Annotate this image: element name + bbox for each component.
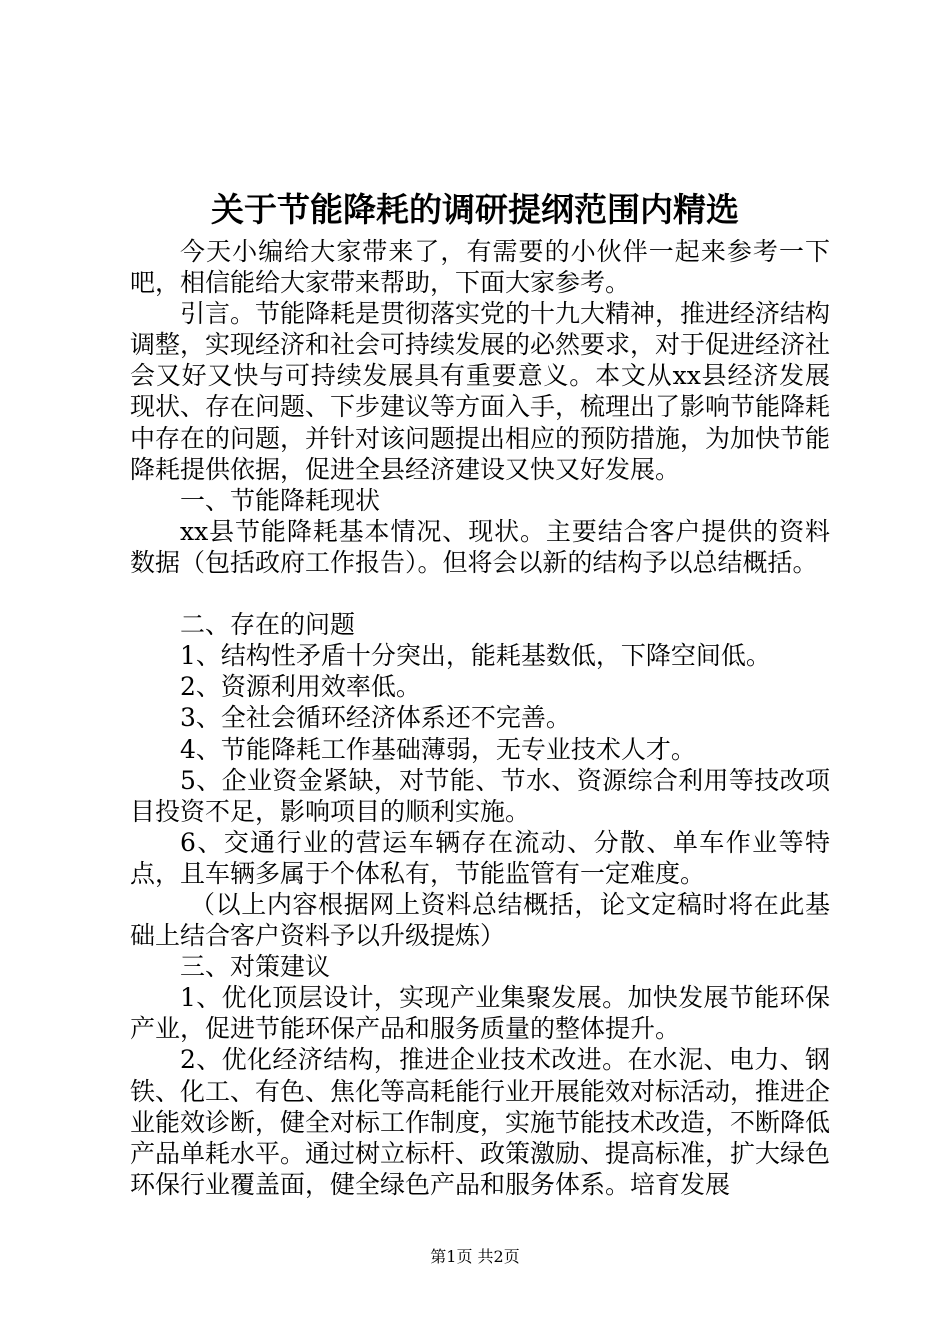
page-number: 第1页 共2页 <box>430 1247 520 1266</box>
issue-item: 4、节能降耗工作基础薄弱，无专业技术人才。 <box>180 734 696 764</box>
issue-item: 2、资源利用效率低。 <box>180 672 421 702</box>
preface-paragraph: 引言。节能降耗是贯彻落实党的十九大精神，推进经济结构调整，实现经济和社会可持续发展的必然要求，对于促进经济社会又好又快与可持续发展具有重要意义。本文从xx县经济发展现状、存在问题、下步建议等方面入手，梳理出了影响节能降耗中存在的问题，并针对该问题提出相应的预防措施，为加快节能降耗提供依据，促进全县经济建设又快又好发展。 <box>130 299 831 484</box>
blank-line <box>130 578 830 609</box>
issue-item: 6、交通行业的营运车辆存在流动、分散、单车作业等特点，且车辆多属于个体私有，节能监管有一定难度。 <box>130 827 830 888</box>
issue-item: 3、全社会循环经济体系还不完善。 <box>180 703 571 733</box>
section-heading: 二、存在的问题 <box>180 610 356 640</box>
section-heading: 三、对策建议 <box>180 952 331 982</box>
section1-paragraph: xx县节能降耗基本情况、现状。主要结合客户提供的资料数据（包括政府工作报告）。但将会以新的结构予以总结概括。 <box>130 516 830 577</box>
note-paragraph: （以上内容根据网上资料总结概括，论文定稿时将在此基础上结合客户资料予以升级提炼） <box>130 889 830 951</box>
intro-paragraph: 今天小编给大家带来了，有需要的小伙伴一起来参考一下吧，相信能给大家带来帮助，下面大家参考。 <box>130 237 830 298</box>
section-heading: 一、节能降耗现状 <box>180 485 381 515</box>
document-title: 关于节能降耗的调研提纲范围内精选 <box>211 190 739 229</box>
issue-item: 5、企业资金紧缺，对节能、节水、资源综合利用等技改项目投资不足，影响项目的顺利实施。 <box>130 765 830 826</box>
measure-item: 2、优化经济结构，推进企业技术改进。在水泥、电力、钢铁、化工、有色、焦化等高耗能行业开展能效对标活动，推进企业能效诊断，健全对标工作制度，实施节能技术改造，不断降低产品单耗水平。通过树立标杆、政策激励、提高标准，扩大绿色环保行业覆盖面，健全绿色产品和服务体系。培育发展 <box>130 1045 831 1199</box>
measure-item: 1、优化顶层设计，实现产业集聚发展。加快发展节能环保产业，促进节能环保产品和服务质量的整体提升。 <box>130 983 830 1044</box>
document-body <box>130 236 830 1200</box>
issue-item: 1、结构性矛盾十分突出，能耗基数低，下降空间低。 <box>180 641 771 671</box>
